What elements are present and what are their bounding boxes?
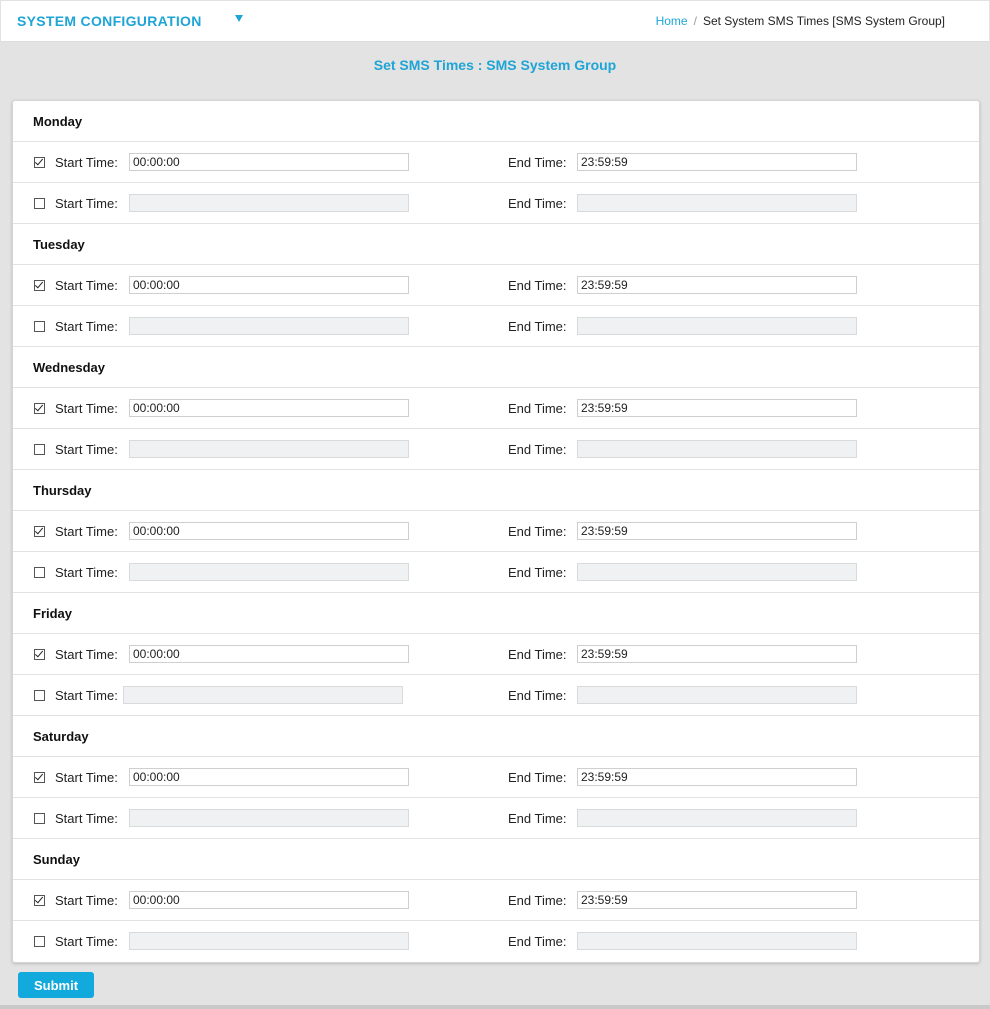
start-time-input[interactable]: [129, 399, 409, 417]
time-slot-row-friday-1: [13, 634, 979, 675]
slot-enable-checkbox[interactable]: [34, 895, 45, 906]
time-slot-row-thursday-2: [13, 552, 979, 593]
start-time-label: Start Time:: [55, 524, 118, 539]
day-header-friday: [13, 593, 979, 634]
slot-enable-checkbox[interactable]: [34, 198, 45, 209]
slot-enable-checkbox[interactable]: [34, 321, 45, 332]
end-time-label: End Time:: [508, 811, 567, 826]
day-label: Thursday: [33, 483, 92, 498]
app-title: SYSTEM CONFIGURATION: [17, 13, 202, 29]
time-slot-row-friday-2: [13, 675, 979, 716]
time-slot-row-tuesday-1: [13, 265, 979, 306]
end-time-label: End Time:: [508, 278, 567, 293]
end-time-input[interactable]: [577, 891, 857, 909]
time-slot-row-saturday-1: [13, 757, 979, 798]
end-time-input[interactable]: [577, 522, 857, 540]
day-header-sunday: [13, 839, 979, 880]
time-slot-row-saturday-2: [13, 798, 979, 839]
end-time-label: End Time:: [508, 319, 567, 334]
slot-enable-checkbox[interactable]: [34, 403, 45, 414]
time-slot-row-wednesday-2: [13, 429, 979, 470]
day-label: Saturday: [33, 729, 89, 744]
start-time-input[interactable]: [123, 686, 403, 704]
submit-button[interactable]: Submit: [18, 972, 94, 998]
start-time-input[interactable]: [129, 645, 409, 663]
day-label: Friday: [33, 606, 73, 621]
time-slot-row-wednesday-1: [13, 388, 979, 429]
start-time-label: Start Time:: [55, 893, 118, 908]
time-slot-row-sunday-2: [13, 921, 979, 961]
start-time-input[interactable]: [129, 440, 409, 458]
time-slot-row-tuesday-2: [13, 306, 979, 347]
day-header-thursday: [13, 470, 979, 511]
start-time-input[interactable]: [129, 809, 409, 827]
end-time-label: End Time:: [508, 196, 567, 211]
end-time-input[interactable]: [577, 440, 857, 458]
slot-enable-checkbox[interactable]: [34, 649, 45, 660]
start-time-label: Start Time:: [55, 319, 118, 334]
page-title: Set SMS Times : SMS System Group: [373, 57, 617, 73]
time-slot-row-thursday-1: [13, 511, 979, 552]
time-slot-row-sunday-1: [13, 880, 979, 921]
end-time-input[interactable]: [577, 768, 857, 786]
chevron-down-icon[interactable]: [235, 15, 243, 22]
breadcrumb-home-link[interactable]: Home: [655, 14, 688, 28]
slot-enable-checkbox[interactable]: [34, 526, 45, 537]
day-header-monday: [13, 101, 979, 142]
end-time-label: End Time:: [508, 401, 567, 416]
start-time-input[interactable]: [129, 276, 409, 294]
end-time-label: End Time:: [508, 688, 567, 703]
start-time-label: Start Time:: [55, 401, 118, 416]
breadcrumb-separator: /: [693, 14, 697, 28]
end-time-input[interactable]: [577, 686, 857, 704]
slot-enable-checkbox[interactable]: [34, 567, 45, 578]
start-time-label: Start Time:: [55, 934, 118, 949]
start-time-label: Start Time:: [55, 770, 118, 785]
start-time-label: Start Time:: [55, 647, 118, 662]
start-time-label: Start Time:: [55, 278, 118, 293]
slot-enable-checkbox[interactable]: [34, 157, 45, 168]
day-label: Sunday: [33, 852, 80, 867]
end-time-label: End Time:: [508, 524, 567, 539]
start-time-input[interactable]: [129, 891, 409, 909]
start-time-label: Start Time:: [55, 442, 118, 457]
time-slot-row-monday-2: [13, 183, 979, 224]
start-time-label: Start Time:: [55, 155, 118, 170]
day-header-tuesday: [13, 224, 979, 265]
end-time-input[interactable]: [577, 317, 857, 335]
slot-enable-checkbox[interactable]: [34, 280, 45, 291]
end-time-label: End Time:: [508, 770, 567, 785]
start-time-input[interactable]: [129, 932, 409, 950]
slot-enable-checkbox[interactable]: [34, 690, 45, 701]
end-time-input[interactable]: [577, 194, 857, 212]
schedule-panel: [12, 100, 980, 963]
start-time-input[interactable]: [129, 522, 409, 540]
slot-enable-checkbox[interactable]: [34, 813, 45, 824]
start-time-input[interactable]: [129, 153, 409, 171]
start-time-input[interactable]: [129, 194, 409, 212]
end-time-input[interactable]: [577, 153, 857, 171]
start-time-input[interactable]: [129, 563, 409, 581]
end-time-input[interactable]: [577, 399, 857, 417]
end-time-input[interactable]: [577, 563, 857, 581]
start-time-input[interactable]: [129, 317, 409, 335]
day-header-saturday: [13, 716, 979, 757]
day-label: Monday: [33, 114, 83, 129]
day-label: Wednesday: [33, 360, 106, 375]
horizontal-scrollbar[interactable]: [0, 1005, 990, 1009]
time-slot-row-monday-1: [13, 142, 979, 183]
end-time-label: End Time:: [508, 442, 567, 457]
day-label: Tuesday: [33, 237, 85, 252]
end-time-input[interactable]: [577, 645, 857, 663]
end-time-label: End Time:: [508, 647, 567, 662]
top-bar: [0, 0, 990, 42]
slot-enable-checkbox[interactable]: [34, 444, 45, 455]
breadcrumb-current: Set System SMS Times [SMS System Group]: [702, 14, 945, 28]
day-header-wednesday: [13, 347, 979, 388]
start-time-label: Start Time:: [55, 565, 118, 580]
slot-enable-checkbox[interactable]: [34, 772, 45, 783]
end-time-label: End Time:: [508, 893, 567, 908]
end-time-input[interactable]: [577, 809, 857, 827]
start-time-label: Start Time:: [55, 688, 118, 703]
end-time-label: End Time:: [508, 934, 567, 949]
start-time-label: Start Time:: [55, 196, 118, 211]
slot-enable-checkbox[interactable]: [34, 936, 45, 947]
start-time-input[interactable]: [129, 768, 409, 786]
end-time-label: End Time:: [508, 155, 567, 170]
breadcrumb: [656, 14, 945, 28]
end-time-label: End Time:: [508, 565, 567, 580]
end-time-input[interactable]: [577, 276, 857, 294]
start-time-label: Start Time:: [55, 811, 118, 826]
end-time-input[interactable]: [577, 932, 857, 950]
